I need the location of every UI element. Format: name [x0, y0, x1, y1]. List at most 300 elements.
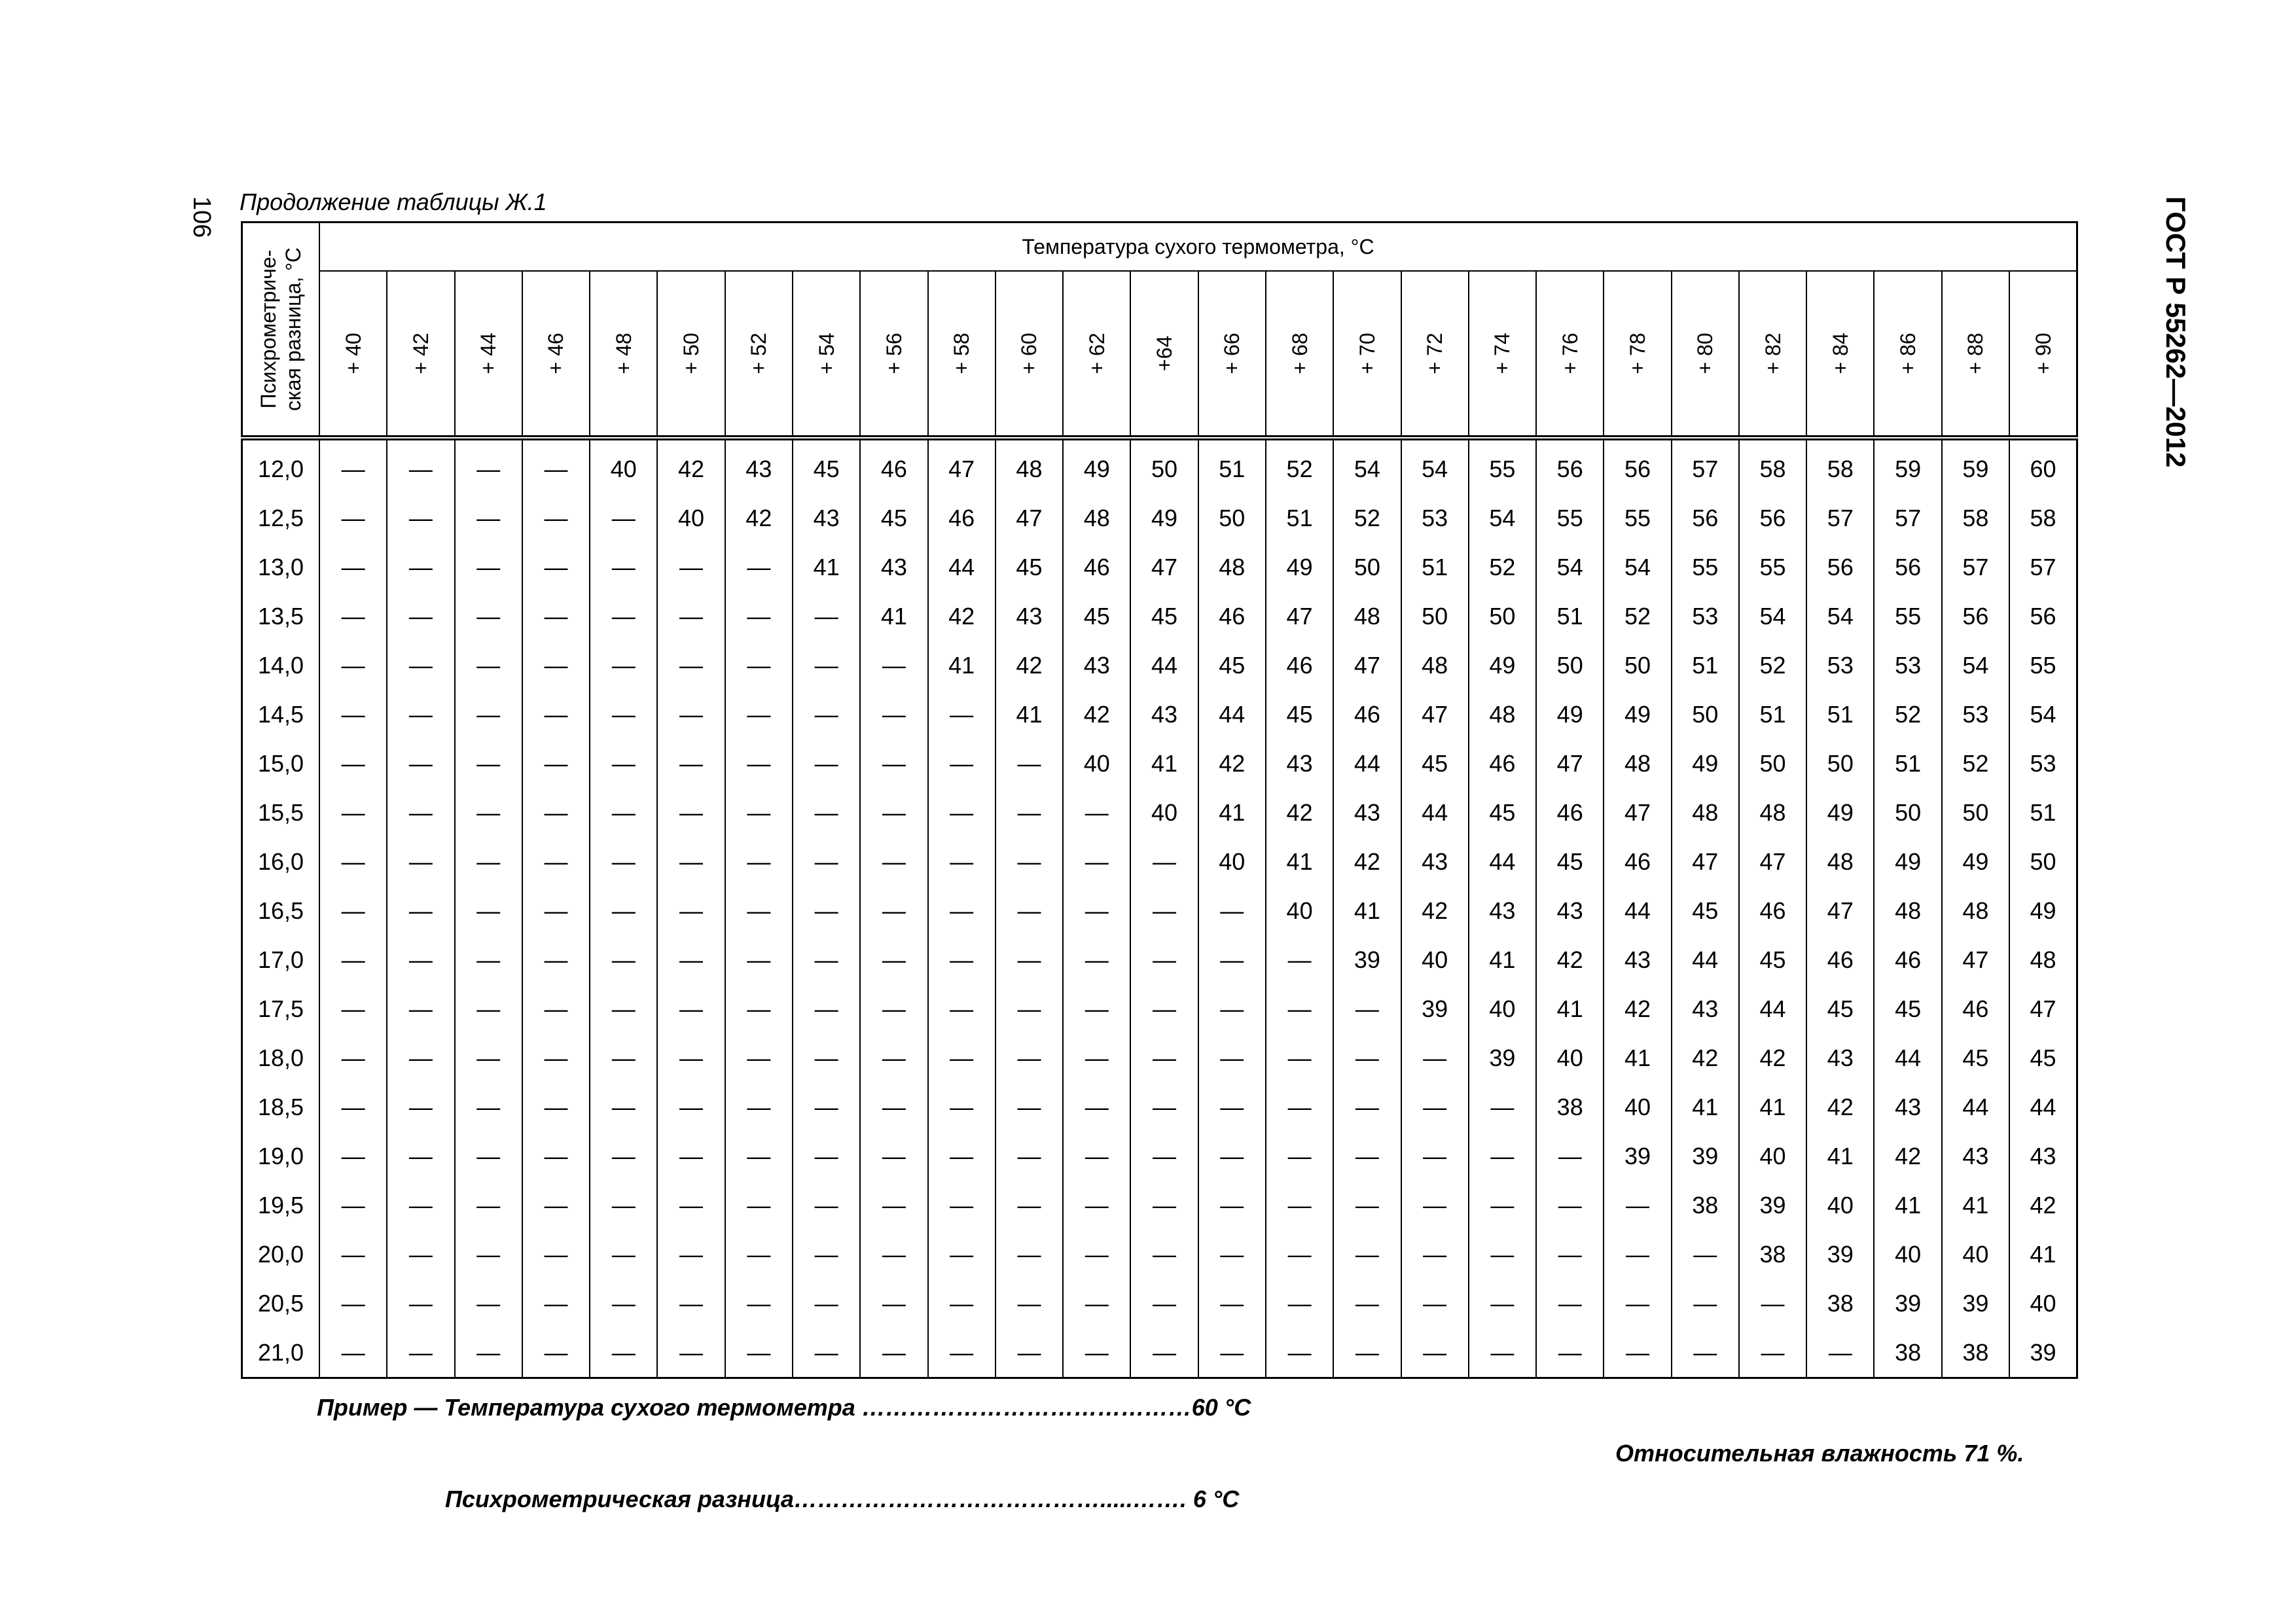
table-cell: — [590, 493, 657, 543]
column-header [860, 271, 927, 438]
table-cell: — [1739, 1279, 1806, 1328]
table-cell: — [1604, 1279, 1671, 1328]
table-cell: — [793, 1181, 860, 1230]
table-cell: — [319, 886, 387, 935]
table-cell: — [455, 1279, 522, 1328]
row-label: 20,5 [242, 1279, 320, 1328]
table-cell: — [319, 788, 387, 837]
column-header [793, 271, 860, 438]
table-cell: — [455, 1082, 522, 1132]
table-cell: 40 [1469, 984, 1536, 1033]
column-header [1063, 271, 1130, 438]
table-cell: — [725, 1328, 793, 1378]
table-cell: 38 [1806, 1279, 1874, 1328]
table-cell: 45 [1806, 984, 1874, 1033]
table-cell: — [522, 837, 590, 886]
table-cell: — [1063, 1230, 1130, 1279]
table-cell: 48 [2009, 935, 2077, 984]
column-header [1739, 271, 1806, 438]
table-cell: — [657, 592, 725, 641]
table-cell: 46 [1874, 935, 1941, 984]
table-cell: 43 [1063, 641, 1130, 690]
table-cell: — [1063, 1082, 1130, 1132]
table-cell: — [1333, 984, 1401, 1033]
row-label: 18,5 [242, 1082, 320, 1132]
table-cell: — [522, 886, 590, 935]
psychrometric-table [241, 221, 2078, 1379]
table-cell: 43 [1266, 739, 1333, 788]
table-cell: 40 [1739, 1132, 1806, 1181]
table-cell: 38 [1942, 1328, 2009, 1378]
table-cell: — [590, 1230, 657, 1279]
table-cell: — [455, 1328, 522, 1378]
table-cell: 42 [725, 493, 793, 543]
table-cell: — [387, 984, 454, 1033]
table-cell: 47 [1130, 543, 1198, 592]
table-cell: — [387, 592, 454, 641]
table-cell: 44 [1130, 641, 1198, 690]
table-cell: 42 [2009, 1181, 2077, 1230]
table-cell: 46 [1266, 641, 1333, 690]
table-cell: 57 [1806, 493, 1874, 543]
table-cell: — [657, 886, 725, 935]
column-header-label: + 76 [1558, 332, 1582, 374]
table-cell: — [928, 1132, 996, 1181]
table-cell: 45 [1401, 739, 1469, 788]
row-label: 14,0 [242, 641, 320, 690]
document-code: ГОСТ Р 55262—2012 [2161, 196, 2191, 468]
table-cell: — [657, 788, 725, 837]
table-cell: — [387, 543, 454, 592]
table-cell: — [522, 1082, 590, 1132]
table-cell: 40 [1604, 1082, 1671, 1132]
table-cell: — [455, 935, 522, 984]
table-cell: — [319, 1082, 387, 1132]
table-cell: 58 [1806, 438, 1874, 493]
table-cell: — [455, 592, 522, 641]
table-cell: — [1063, 935, 1130, 984]
table-cell: — [1198, 886, 1266, 935]
table-cell: 44 [1739, 984, 1806, 1033]
table-cell: 39 [1604, 1132, 1671, 1181]
column-header-label: + 74 [1490, 332, 1515, 374]
table-cell: — [455, 1181, 522, 1230]
table-cell: 43 [725, 438, 793, 493]
table-cell: 39 [1333, 935, 1401, 984]
table-cell: 42 [1874, 1132, 1941, 1181]
table-cell: — [860, 641, 927, 690]
table-cell: — [996, 935, 1063, 984]
table-cell: 46 [1198, 592, 1266, 641]
table-row [242, 1181, 2077, 1230]
table-cell: 49 [1806, 788, 1874, 837]
column-header-label: + 44 [476, 332, 501, 374]
table-cell: 55 [1874, 592, 1941, 641]
column-header [1536, 271, 1604, 438]
table-cell: — [1266, 984, 1333, 1033]
column-header [1198, 271, 1266, 438]
table-cell: — [725, 1279, 793, 1328]
column-header-label: + 40 [341, 332, 365, 374]
table-cell: 41 [860, 592, 927, 641]
table-cell: — [1063, 1033, 1130, 1082]
table-cell: — [793, 592, 860, 641]
row-label: 13,0 [242, 543, 320, 592]
table-cell: 43 [793, 493, 860, 543]
table-cell: 41 [1469, 935, 1536, 984]
table-cell: — [319, 1033, 387, 1082]
table-cell: 42 [1604, 984, 1671, 1033]
table-cell: 51 [1401, 543, 1469, 592]
table-cell: 43 [1333, 788, 1401, 837]
table-cell: — [590, 739, 657, 788]
table-cell: — [657, 984, 725, 1033]
table-cell: 49 [1063, 438, 1130, 493]
column-header-label: + 58 [950, 332, 974, 374]
table-cell: 46 [1063, 543, 1130, 592]
table-cell: 44 [1469, 837, 1536, 886]
table-cell: — [1198, 1082, 1266, 1132]
table-cell: 51 [1198, 438, 1266, 493]
column-header [1266, 271, 1333, 438]
table-cell: — [455, 837, 522, 886]
table-cell: — [1469, 1181, 1536, 1230]
table-cell: — [860, 886, 927, 935]
table-cell: — [860, 1230, 927, 1279]
row-label: 20,0 [242, 1230, 320, 1279]
table-cell: 52 [1604, 592, 1671, 641]
column-header [590, 271, 657, 438]
example-line-humidity: Относительная влажность 71 %. [1615, 1440, 2024, 1467]
table-cell: 44 [1198, 690, 1266, 739]
table-cell: 41 [793, 543, 860, 592]
table-cell: 43 [1130, 690, 1198, 739]
table-cell: 47 [928, 438, 996, 493]
table-cell: — [1063, 1328, 1130, 1378]
table-cell: — [996, 739, 1063, 788]
table-cell: — [1333, 1033, 1401, 1082]
table-row [242, 1279, 2077, 1328]
table-cell: 44 [2009, 1082, 2077, 1132]
table-cell: 45 [1672, 886, 1739, 935]
column-header-label: + 42 [408, 332, 433, 374]
table-cell: — [657, 1181, 725, 1230]
table-cell: 47 [1604, 788, 1671, 837]
column-header [1401, 271, 1469, 438]
table-cell: 40 [590, 438, 657, 493]
table-cell: 46 [1333, 690, 1401, 739]
table-cell: 56 [1672, 493, 1739, 543]
table-cell: — [928, 837, 996, 886]
table-cell: — [319, 935, 387, 984]
table-cell: — [996, 788, 1063, 837]
table-cell: 50 [1604, 641, 1671, 690]
table-cell: — [455, 1033, 522, 1082]
table-cell: 48 [1874, 886, 1941, 935]
table-cell: — [725, 1082, 793, 1132]
table-cell: 58 [1942, 493, 2009, 543]
table-cell: — [657, 1230, 725, 1279]
table-cell: 41 [1536, 984, 1604, 1033]
table-row [242, 837, 2077, 886]
table-cell: — [455, 984, 522, 1033]
table-cell: — [657, 1279, 725, 1328]
table-cell: 54 [1401, 438, 1469, 493]
table-row [242, 1082, 2077, 1132]
table-cell: 43 [1874, 1082, 1941, 1132]
table-cell: 40 [1942, 1230, 2009, 1279]
table-cell: — [1604, 1328, 1671, 1378]
table-cell: 42 [1806, 1082, 1874, 1132]
column-header-row [242, 271, 2077, 438]
table-cell: — [725, 641, 793, 690]
table-cell: 41 [928, 641, 996, 690]
table-cell: — [1266, 1328, 1333, 1378]
table-cell: 43 [860, 543, 927, 592]
table-cell: — [996, 837, 1063, 886]
column-header [1874, 271, 1941, 438]
table-cell: 50 [1806, 739, 1874, 788]
table-cell: 54 [1469, 493, 1536, 543]
table-cell: 45 [1198, 641, 1266, 690]
row-label: 18,0 [242, 1033, 320, 1082]
table-cell: 43 [1536, 886, 1604, 935]
table-cell: 55 [2009, 641, 2077, 690]
table-cell: — [725, 886, 793, 935]
table-cell: — [793, 984, 860, 1033]
table-cell: — [455, 1132, 522, 1181]
table-cell: 52 [1333, 493, 1401, 543]
table-cell: — [1063, 984, 1130, 1033]
table-cell: 42 [996, 641, 1063, 690]
row-label: 13,5 [242, 592, 320, 641]
table-cell: — [522, 592, 590, 641]
table-cell: 41 [1806, 1132, 1874, 1181]
table-cell: — [1198, 1132, 1266, 1181]
row-header-cell [242, 223, 320, 438]
table-cell: 52 [1469, 543, 1536, 592]
table-cell: 45 [1874, 984, 1941, 1033]
table-cell: — [387, 1328, 454, 1378]
table-cell: — [1469, 1279, 1536, 1328]
table-cell: 44 [928, 543, 996, 592]
table-cell: — [1672, 1230, 1739, 1279]
table-cell: 40 [1266, 886, 1333, 935]
column-header-label: + 52 [747, 332, 771, 374]
table-cell: — [860, 739, 927, 788]
table-cell: 48 [1333, 592, 1401, 641]
column-header-label: + 80 [1693, 332, 1717, 374]
table-cell: 40 [1198, 837, 1266, 886]
table-cell: — [387, 935, 454, 984]
table-cell: 55 [1604, 493, 1671, 543]
table-cell: 51 [1672, 641, 1739, 690]
row-label: 12,0 [242, 438, 320, 493]
table-cell: 44 [1874, 1033, 1941, 1082]
column-header [455, 271, 522, 438]
table-cell: — [793, 1279, 860, 1328]
table-cell: — [455, 788, 522, 837]
table-cell: — [590, 690, 657, 739]
table-cell: 55 [1469, 438, 1536, 493]
table-cell: 42 [1739, 1033, 1806, 1082]
table-cell: — [725, 1181, 793, 1230]
table-cell: — [1266, 1132, 1333, 1181]
table-cell: 43 [996, 592, 1063, 641]
table-cell: — [455, 641, 522, 690]
table-cell: — [657, 1082, 725, 1132]
table-cell: — [793, 788, 860, 837]
table-cell: 47 [1672, 837, 1739, 886]
table-cell: — [1469, 1328, 1536, 1378]
table-cell: — [319, 592, 387, 641]
table-cell: — [928, 690, 996, 739]
table-cell: — [387, 788, 454, 837]
table-cell: 56 [1942, 592, 2009, 641]
table-cell: 46 [1604, 837, 1671, 886]
table-caption: Продолжение таблицы Ж.1 [240, 188, 547, 215]
table-cell: 41 [1942, 1181, 2009, 1230]
table-cell: — [319, 641, 387, 690]
table-cell: 45 [1536, 837, 1604, 886]
table-cell: — [590, 641, 657, 690]
table-cell: 38 [1536, 1082, 1604, 1132]
table-cell: 50 [1739, 739, 1806, 788]
table-cell: 59 [1874, 438, 1941, 493]
table-cell: — [1469, 1230, 1536, 1279]
table-cell: — [1469, 1082, 1536, 1132]
table-cell: — [1536, 1230, 1604, 1279]
table-cell: — [522, 1230, 590, 1279]
table-cell: 39 [1672, 1132, 1739, 1181]
table-cell: 40 [2009, 1279, 2077, 1328]
table-cell: 45 [860, 493, 927, 543]
table-cell: 47 [1942, 935, 2009, 984]
table-cell: 49 [1604, 690, 1671, 739]
table-cell: 41 [1130, 739, 1198, 788]
column-header-label: + 72 [1423, 332, 1447, 374]
table-row [242, 641, 2077, 690]
column-header [1130, 271, 1198, 438]
column-header-label: + 66 [1220, 332, 1244, 374]
column-header-label: + 56 [882, 332, 906, 374]
table-cell: — [1333, 1328, 1401, 1378]
page-number: 106 [188, 196, 215, 238]
table-cell: 41 [1604, 1033, 1671, 1082]
table-row [242, 493, 2077, 543]
table-cell: 39 [2009, 1328, 2077, 1378]
table-cell: 41 [1198, 788, 1266, 837]
table-cell: 49 [2009, 886, 2077, 935]
table-row [242, 592, 2077, 641]
table-cell: — [1198, 984, 1266, 1033]
table-cell: — [1739, 1328, 1806, 1378]
table-cell: — [387, 493, 454, 543]
group-header: Температура сухого термометра, °С [319, 223, 2077, 272]
table-cell: 39 [1942, 1279, 2009, 1328]
table-cell: 38 [1672, 1181, 1739, 1230]
row-label: 17,0 [242, 935, 320, 984]
table-cell: — [928, 935, 996, 984]
table-cell: — [522, 935, 590, 984]
table-cell: 45 [1469, 788, 1536, 837]
table-cell: 40 [1401, 935, 1469, 984]
table-cell: — [657, 837, 725, 886]
table-cell: — [793, 1230, 860, 1279]
table-cell: — [522, 641, 590, 690]
table-cell: 42 [1198, 739, 1266, 788]
row-label: 15,0 [242, 739, 320, 788]
table-cell: — [725, 1230, 793, 1279]
column-header-label: + 78 [1625, 332, 1649, 374]
table-cell: — [793, 1132, 860, 1181]
table-cell: 50 [1401, 592, 1469, 641]
table-cell: — [657, 739, 725, 788]
table-cell: 47 [1266, 592, 1333, 641]
table-cell: 42 [928, 592, 996, 641]
table-row [242, 1230, 2077, 1279]
table-cell: — [793, 837, 860, 886]
table-cell: 49 [1266, 543, 1333, 592]
table-cell: 46 [1536, 788, 1604, 837]
table-cell: 41 [2009, 1230, 2077, 1279]
table-cell: 55 [1672, 543, 1739, 592]
table-cell: — [1063, 788, 1130, 837]
table-cell: 48 [1739, 788, 1806, 837]
table-cell: 42 [1401, 886, 1469, 935]
table-row [242, 438, 2077, 493]
table-cell: 50 [1198, 493, 1266, 543]
table-cell: 48 [1469, 690, 1536, 739]
table-cell: 40 [1063, 739, 1130, 788]
table-cell: — [590, 543, 657, 592]
table-cell: — [387, 1132, 454, 1181]
column-header [319, 271, 387, 438]
table-cell: — [793, 1033, 860, 1082]
table-cell: 56 [1536, 438, 1604, 493]
table-cell: 51 [1874, 739, 1941, 788]
table-cell: — [1401, 1279, 1469, 1328]
table-cell: 53 [1874, 641, 1941, 690]
table-cell: 56 [2009, 592, 2077, 641]
row-label: 14,5 [242, 690, 320, 739]
table-cell: 42 [1536, 935, 1604, 984]
table-row [242, 788, 2077, 837]
row-label: 16,0 [242, 837, 320, 886]
table-cell: 43 [1942, 1132, 2009, 1181]
table-cell: — [793, 690, 860, 739]
column-header-label: + 70 [1355, 332, 1379, 374]
table-cell: 51 [1266, 493, 1333, 543]
table-cell: 57 [1672, 438, 1739, 493]
table-cell: — [928, 1230, 996, 1279]
table-cell: — [522, 1132, 590, 1181]
table-cell: 59 [1942, 438, 2009, 493]
table-cell: — [590, 886, 657, 935]
table-cell: 39 [1874, 1279, 1941, 1328]
table-cell: — [522, 1181, 590, 1230]
table-cell: 50 [1874, 788, 1941, 837]
table-cell: 52 [1942, 739, 2009, 788]
table-cell: 48 [1604, 739, 1671, 788]
table-cell: — [860, 1132, 927, 1181]
table-cell: — [860, 690, 927, 739]
table-cell: — [1401, 1181, 1469, 1230]
table-cell: — [657, 1132, 725, 1181]
row-label: 16,5 [242, 886, 320, 935]
table-cell: — [319, 837, 387, 886]
table-cell: 49 [1130, 493, 1198, 543]
